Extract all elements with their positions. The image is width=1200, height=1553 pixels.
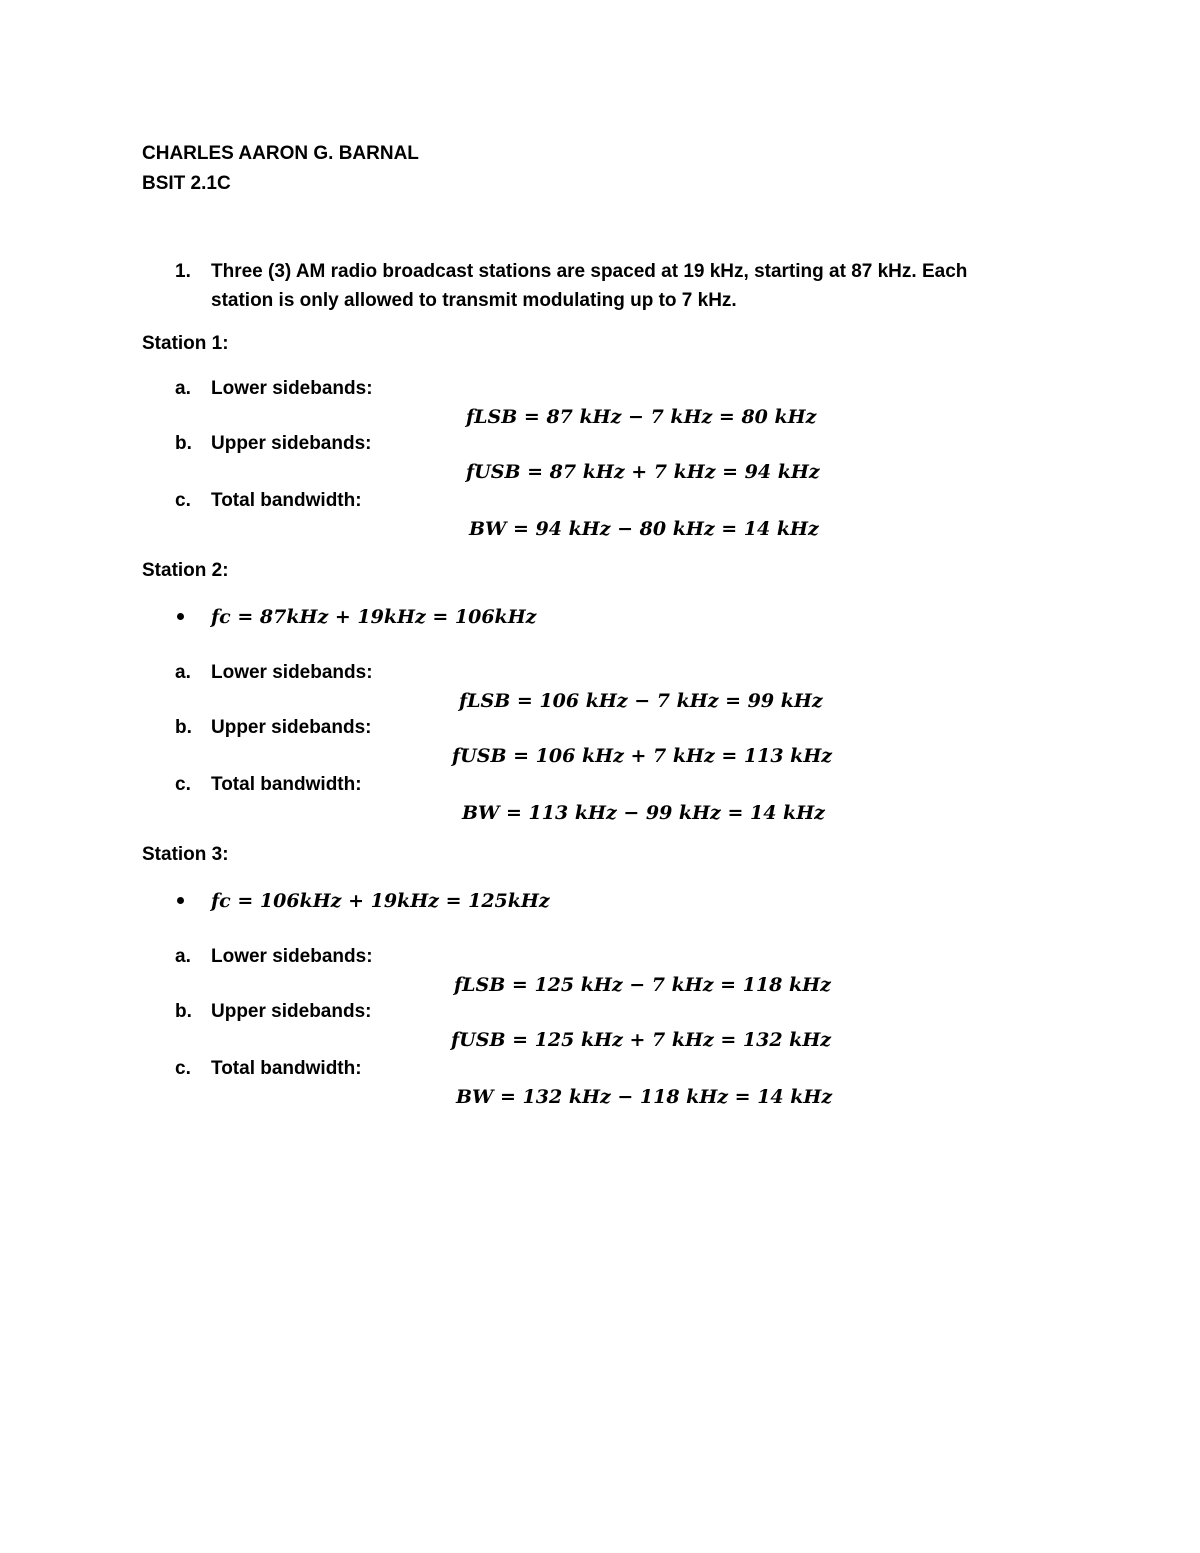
class-section: BSIT 2.1C [142,173,231,194]
problem-text-line-1: Three (3) AM radio broadcast stations are spaced at 19 kHz, starting at 87 kHz. Each [211,261,968,282]
station-2-item-a-marker: a. [175,662,191,683]
station-2-heading: Station 2: [142,560,229,581]
station-1-bandwidth-equation: BW = 94 kHz − 80 kHz = 14 kHz [469,518,819,540]
station-3-lower-sidebands-label: Lower sidebands: [211,946,373,967]
station-1-item-b-marker: b. [175,433,192,454]
station-1-heading: Station 1: [142,333,229,354]
problem-text-line-2: station is only allowed to transmit modulating up to 7 kHz. [211,290,737,311]
station-3-upper-sidebands-label: Upper sidebands: [211,1001,372,1022]
station-2-bullet [177,613,184,620]
station-1-lower-sidebands-label: Lower sidebands: [211,378,373,399]
station-3-carrier-equation: fc = 106kHz + 19kHz = 125kHz [211,890,550,912]
author-name: CHARLES AARON G. BARNAL [142,143,419,164]
station-3-item-a-marker: a. [175,946,191,967]
problem-number: 1. [175,261,191,282]
station-1-lower-sideband-equation: fLSB = 87 kHz − 7 kHz = 80 kHz [466,406,817,428]
station-3-total-bandwidth-label: Total bandwidth: [211,1058,362,1079]
station-2-total-bandwidth-label: Total bandwidth: [211,774,362,795]
station-1-item-c-marker: c. [175,490,191,511]
station-2-carrier-equation: fc = 87kHz + 19kHz = 106kHz [211,606,537,628]
station-2-bandwidth-equation: BW = 113 kHz − 99 kHz = 14 kHz [462,802,825,824]
station-3-bandwidth-equation: BW = 132 kHz − 118 kHz = 14 kHz [456,1086,833,1108]
station-1-upper-sideband-equation: fUSB = 87 kHz + 7 kHz = 94 kHz [466,461,820,483]
station-3-item-c-marker: c. [175,1058,191,1079]
station-3-heading: Station 3: [142,844,229,865]
station-2-item-b-marker: b. [175,717,192,738]
station-3-upper-sideband-equation: fUSB = 125 kHz + 7 kHz = 132 kHz [451,1029,832,1051]
station-2-upper-sidebands-label: Upper sidebands: [211,717,372,738]
station-3-item-b-marker: b. [175,1001,192,1022]
station-1-total-bandwidth-label: Total bandwidth: [211,490,362,511]
station-1-upper-sidebands-label: Upper sidebands: [211,433,372,454]
station-3-bullet [177,897,184,904]
station-2-lower-sideband-equation: fLSB = 106 kHz − 7 kHz = 99 kHz [459,690,823,712]
station-2-upper-sideband-equation: fUSB = 106 kHz + 7 kHz = 113 kHz [452,745,833,767]
station-3-lower-sideband-equation: fLSB = 125 kHz − 7 kHz = 118 kHz [454,974,831,996]
station-1-item-a-marker: a. [175,378,191,399]
station-2-item-c-marker: c. [175,774,191,795]
station-2-lower-sidebands-label: Lower sidebands: [211,662,373,683]
